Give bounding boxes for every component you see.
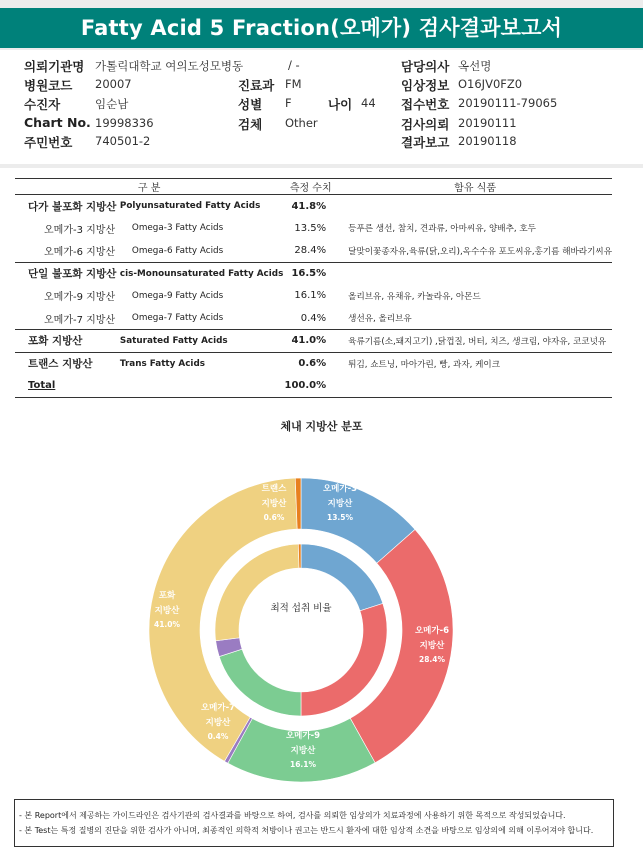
doctor-value: 옥선명 (458, 59, 492, 73)
institution-label: 의뢰기관명 (24, 59, 85, 74)
specimen-label: 검체 (238, 117, 263, 132)
slice-label-0-line-1: 지방산 (327, 499, 353, 509)
slice-label-3-line-1: 지방산 (205, 718, 231, 728)
patient-info-panel (0, 50, 643, 164)
receipt-no-label: 접수번호 (401, 97, 450, 112)
row-5-value: 0.4% (300, 312, 327, 324)
hospital-code-value: 20007 (95, 77, 132, 91)
age-value: 44 (361, 96, 376, 110)
row-4-name-kr: 오메가-9 지방산 (44, 292, 116, 304)
request-date-label: 검사의뢰 (401, 117, 450, 132)
row-3-value: 16.5% (283, 262, 338, 285)
institution-extra: / - (288, 58, 300, 72)
row-1-name-en: Omega-3 Fatty Acids (131, 223, 224, 234)
slice-label-2-line-1: 지방산 (290, 746, 316, 756)
header-value: 측정 수치 (283, 179, 338, 195)
row-4-foods: 올리브유, 유채유, 카놀라유, 아몬드 (348, 291, 481, 302)
department-label: 진료과 (238, 78, 275, 93)
doctor-label: 담당의사 (401, 59, 450, 74)
patient-label: 수진자 (24, 97, 61, 112)
row-6-name-en: Saturated Fatty Acids (120, 330, 283, 353)
specimen-value: Other (285, 116, 318, 130)
report-date-value: 20190118 (458, 134, 517, 148)
row-7-name-en: Trans Fatty Acids (120, 352, 283, 375)
result-card (0, 168, 643, 867)
row-3-name-kr: 단일 불포화 지방산 (15, 262, 120, 285)
age-label: 나이 (328, 97, 353, 112)
patient-value: 임순남 (95, 97, 129, 111)
row-8-name-kr: Total (15, 375, 120, 398)
chart-center-label: 최적 섭취 비율 (270, 603, 332, 614)
row-5-name-en: Omega-7 Fatty Acids (131, 313, 224, 323)
id-no-value: 740501-2 (95, 134, 151, 148)
row-3-name-en: cis-Monounsaturated Fatty Acids (120, 262, 283, 285)
slice-label-2-line-0: 오메가-9 (285, 731, 321, 741)
slice-value-2: 16.1% (289, 760, 317, 769)
slice-value-3: 0.4% (207, 732, 229, 741)
disclaimer-line-2: - 본 Test는 특정 질병의 진단을 위한 검사가 아니며, 최종적인 의학적 처방이나 권고는 반드시 환자에 대한 임상적 소견을 바탕으로 임상의에 의해 이루어져야 합니다. (19, 826, 594, 835)
report-title: Fatty Acid 5 Fraction(오메가) 검사결과보고서 (0, 8, 643, 48)
row-5-foods: 생선유, 올리브유 (348, 314, 412, 324)
header-foods: 함유 식품 (338, 179, 612, 195)
chart-title: 체내 지방산 분포 (280, 420, 363, 433)
slice-value-1: 28.4% (418, 655, 446, 664)
slice-label-1-line-0: 오메가-6 (414, 626, 450, 636)
slice-value-5: 0.6% (263, 513, 285, 522)
row-6-value: 41.0% (283, 330, 338, 353)
row-0-name-en: Polyunsaturated Fatty Acids (120, 195, 283, 218)
sex-label: 성별 (238, 97, 263, 112)
slice-label-0-line-0: 오메가-3 (322, 484, 358, 494)
request-date-value: 20190111 (458, 116, 517, 130)
row-2-name-en: Omega-6 Fatty Acids (131, 245, 224, 256)
row-2-foods: 달맞이꽃종자유,육류(닭,오리),옥수수유 포도씨유,홍기름 해바라기씨유 (348, 246, 612, 257)
row-7-foods: 튀김, 쇼트닝, 마아가린, 빵, 과자, 케이크 (338, 352, 612, 375)
row-2-value: 28.4% (294, 245, 327, 256)
slice-label-1-line-1: 지방산 (419, 641, 445, 651)
row-2-name-kr: 오메가-6 지방산 (44, 247, 116, 258)
slice-label-5-line-1: 지방산 (261, 499, 287, 509)
department-value: FM (285, 77, 302, 91)
row-7-value: 0.6% (283, 352, 338, 375)
row-4-name-en: Omega-9 Fatty Acids (131, 290, 224, 301)
disclaimer-line-1: - 본 Report에서 제공하는 가이드라인은 검사기관의 검사결과를 바탕으로 하여, 검사를 의뢰한 임상의가 치료과정에 사용하기 위한 목적으로 작성되었습니다. (19, 811, 566, 820)
row-1-name-kr: 오메가-3 지방산 (44, 224, 116, 236)
report-date-label: 결과보고 (401, 135, 450, 150)
id-no-label: 주민번호 (24, 135, 73, 150)
hospital-code-label: 병원코드 (24, 78, 73, 93)
row-0-value: 41.8% (283, 195, 338, 218)
disclaimer-box (14, 799, 614, 847)
fatty-acid-donut-chart (0, 168, 643, 788)
chart-no-label: Chart No. (24, 115, 91, 130)
header-category: 구 분 (15, 179, 283, 195)
row-8-value: 100.0% (283, 375, 338, 398)
slice-value-4: 41.0% (153, 620, 181, 629)
row-1-foods: 등푸른 생선, 참치, 견과류, 아마씨유, 양배추, 호두 (348, 224, 536, 235)
clinical-info-label: 임상정보 (401, 78, 450, 93)
row-0-name-kr: 다가 불포화 지방산 (15, 195, 120, 218)
row-6-foods: 육류기름(소,돼지고기) ,닭껍질, 버터, 치즈, 생크림, 야자유, 코코넛유 (338, 330, 612, 353)
row-1-value: 13.5% (294, 222, 327, 234)
inner-slice-1 (301, 603, 387, 716)
inner-slice-5 (298, 544, 301, 568)
row-4-value: 16.1% (294, 290, 327, 302)
row-7-name-kr: 트랜스 지방산 (15, 352, 120, 375)
chart-no-value: 19998336 (95, 116, 154, 130)
slice-label-5-line-0: 트랜스 (261, 484, 287, 494)
row-6-name-kr: 포화 지방산 (15, 330, 120, 353)
institution-value: 가톨릭대학교 여의도성모병동 (95, 59, 244, 73)
slice-value-0: 13.5% (326, 513, 354, 522)
clinical-info-value: O16JV0FZ0 (458, 77, 523, 91)
row-5-name-kr: 오메가-7 지방산 (44, 314, 116, 326)
receipt-no-value: 20190111-79065 (458, 96, 558, 110)
slice-label-4-line-1: 지방산 (154, 606, 180, 616)
sex-value: F (285, 96, 292, 110)
slice-label-3-line-0: 오메가-7 (200, 703, 236, 713)
slice-label-4-line-0: 포화 (158, 591, 176, 601)
